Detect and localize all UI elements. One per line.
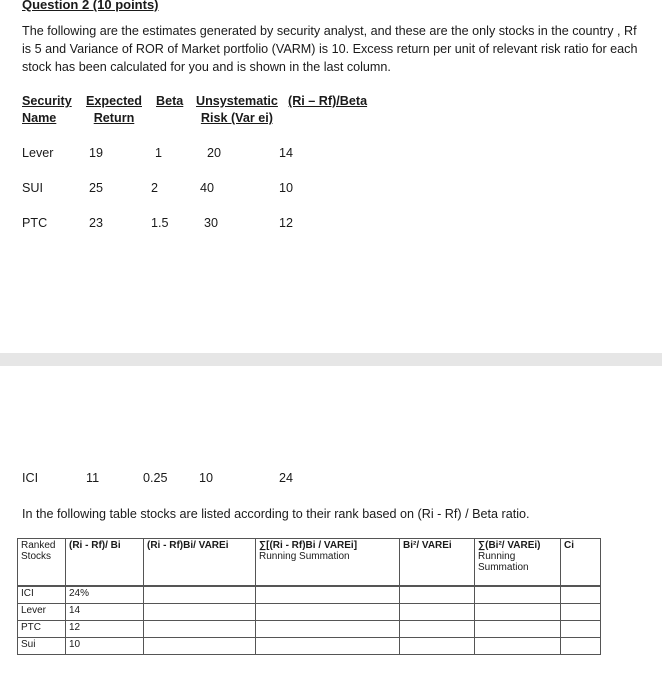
cell-empty[interactable] [561,621,601,638]
row-sui-name: SUI [22,181,43,195]
row-ptc-beta: 1.5 [151,216,169,230]
cell-empty[interactable] [475,586,561,604]
cell-empty[interactable] [561,586,601,604]
ranking-table-header [18,539,601,587]
cell-empty[interactable] [400,621,475,638]
header-ratio: (Ri – Rf)/Beta [288,94,368,108]
row-ici-var: 10 [199,471,214,485]
row-ici-return: 11 [86,471,100,485]
header-beta: Beta [156,94,184,108]
cell-empty[interactable] [256,638,400,655]
table-row [18,604,601,621]
row-sui-ratio: 10 [279,181,294,195]
cell-empty[interactable] [144,586,256,604]
th-running-sum-2: ∑(Bi²/ VAREi) Running Summation [475,539,561,587]
row-sui-var: 40 [200,181,215,195]
question-title: Question 2 (10 points) [22,0,159,12]
th-ci: Ci [561,539,601,587]
cell-ratio: 10 [66,638,144,655]
cell-empty[interactable] [475,604,561,621]
rank-note: In the following table stocks are listed according to their rank based on (Ri - Rf) / Beta ratio. [22,507,530,521]
row-ptc-ratio: 12 [279,216,294,230]
row-lever-name: Lever [22,146,54,160]
row-ptc-name: PTC [22,216,48,230]
cell-empty[interactable] [400,586,475,604]
row-ptc-var: 30 [204,216,219,230]
row-lever-beta: 1 [155,146,163,160]
cell-empty[interactable] [400,604,475,621]
th-beta-sq-var: Bi²/ VAREi [400,539,475,587]
header-security-name: Security Name [22,94,72,125]
cell-stock: Lever [18,604,66,621]
cell-empty[interactable] [256,604,400,621]
intro-paragraph: The following are the estimates generated by security analyst, and these are the only stocks in the country , Rf is 5 and Variance of ROR of Market portfolio (VARM) is 10. Excess return per unit of relevant risk ratio for each stock has been calculated for you and is shown in the last column. [22,24,638,74]
row-ici-beta: 0.25 [143,471,168,485]
header-unsystematic-risk: Unsystematic Risk (Var ei) [196,94,278,125]
row-ptc-return: 23 [89,216,104,230]
cell-stock: PTC [18,621,66,638]
cell-stock: ICI [18,586,66,604]
cell-empty[interactable] [561,604,601,621]
cell-empty[interactable] [561,638,601,655]
cell-ratio: 24% [66,586,144,604]
row-sui-return: 25 [89,181,104,195]
header-expected-return: Expected Return [86,94,142,125]
th-running-sum-1: ∑[(Ri - Rf)Bi / VAREi] Running Summation [256,539,400,587]
row-sui-beta: 2 [151,181,159,195]
cell-ratio: 12 [66,621,144,638]
row-ici-name: ICI [22,471,39,485]
cell-empty[interactable] [144,638,256,655]
cell-empty[interactable] [256,621,400,638]
cell-empty[interactable] [144,621,256,638]
ranking-table [17,538,601,655]
cell-empty[interactable] [256,586,400,604]
cell-empty[interactable] [475,638,561,655]
cell-stock: Sui [18,638,66,655]
row-lever-var: 20 [207,146,222,160]
row-ici-ratio: 24 [279,471,294,485]
table-row [18,621,601,638]
row-lever-return: 19 [89,146,104,160]
table-row [18,586,601,604]
th-excess-per-beta: (Ri - Rf)/ Bi [66,539,144,587]
cell-empty[interactable] [475,621,561,638]
cell-ratio: 14 [66,604,144,621]
cell-empty[interactable] [144,604,256,621]
table-row [18,638,601,655]
th-ranked-stocks: Ranked Stocks [18,539,66,587]
cell-empty[interactable] [400,638,475,655]
th-excess-beta-var: (Ri - Rf)Bi/ VAREi [144,539,256,587]
page-break-band [0,353,662,366]
row-lever-ratio: 14 [279,146,294,160]
